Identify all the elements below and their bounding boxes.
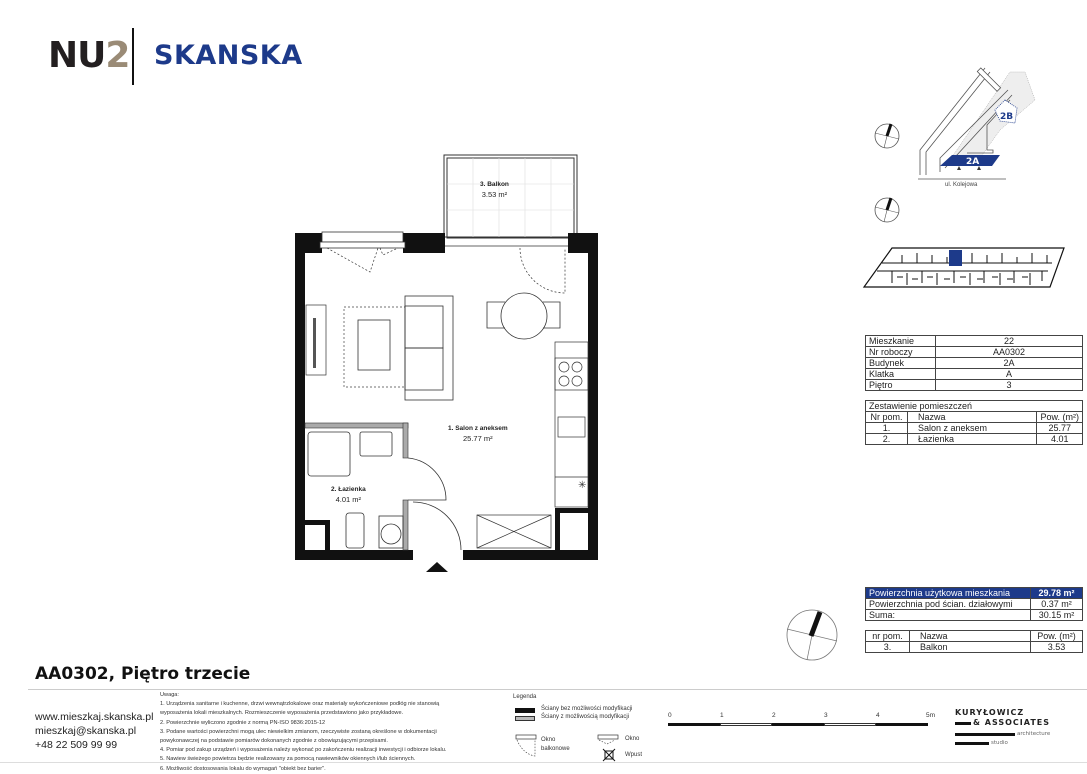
- scale-label: 0: [668, 712, 672, 719]
- architect-subtitle-2: studio: [991, 740, 1008, 746]
- table-row: [866, 642, 1083, 653]
- balcony-window-icon: [515, 734, 537, 758]
- cell: Łazienka: [908, 434, 1037, 445]
- nu2-logo: [48, 36, 129, 76]
- cell-value: 2A: [936, 358, 1083, 369]
- kitchen-counter: [477, 342, 588, 548]
- building-2b-label: 2B: [1000, 112, 1014, 122]
- cell-label: Mieszkanie: [866, 336, 936, 347]
- room-name: 2. Łazienka: [331, 486, 366, 493]
- window-icon: [597, 734, 619, 746]
- table-row: [866, 610, 1083, 621]
- table-row: [866, 588, 1083, 599]
- cell-value: 22: [936, 336, 1083, 347]
- note-line: 1. Urządzenia sanitarne i kuchenne, drzwi wewnątrzlokalowe oraz materiały wykończeniowe podłóg nie stanowią: [160, 701, 440, 708]
- area-summary-table: [865, 587, 1083, 621]
- architect-name: KURYŁOWICZ: [955, 708, 1025, 717]
- balcony: [444, 155, 577, 238]
- cell-label: Budynek: [866, 358, 936, 369]
- site-plan: [915, 62, 1055, 182]
- compass-icon: [873, 122, 901, 150]
- cell: 25.77: [1037, 423, 1083, 434]
- legend-label: Wpust: [625, 752, 643, 758]
- cell: 2.: [866, 434, 908, 445]
- note-line: 5. Nawiew świeżego powietrza będzie realizowany za pomocą nawiewników okiennych i/lub ściennych.: [160, 756, 416, 763]
- scale-label: 3: [824, 712, 828, 719]
- skanska-logo: SKANSKA: [154, 40, 303, 71]
- column-header: Nr pom.: [866, 412, 908, 423]
- cell: 3.53: [1031, 642, 1083, 653]
- room-area: 25.77 m²: [463, 434, 493, 443]
- room-name: 3. Balkon: [480, 181, 509, 188]
- table-row: [866, 423, 1083, 434]
- room-label-bathroom: [331, 486, 366, 504]
- cell-label: Powierzchnia użytkowa mieszkania: [866, 588, 1031, 599]
- phone-number[interactable]: +48 22 509 99 99: [35, 739, 118, 751]
- ventilation-icon: ✳: [578, 480, 587, 491]
- note-line: wyposażenia lokali mieszkalnych. Rozmieszczenie wyposażenia przedstawiono jako przykładowe.: [160, 710, 404, 717]
- table-row: [866, 336, 1083, 347]
- table-title: Zestawienie pomieszczeń: [866, 401, 1083, 412]
- table-row: [866, 599, 1083, 610]
- floor-plan: [280, 150, 600, 580]
- cell: Salon z aneksem: [908, 423, 1037, 434]
- notes-title: Uwaga:: [160, 692, 179, 698]
- column-header: Nazwa: [910, 631, 1031, 642]
- cell-label: Nr roboczy: [866, 347, 936, 358]
- legend-title: Legenda: [513, 694, 537, 700]
- table-row: [866, 358, 1083, 369]
- cell-value: 3: [936, 380, 1083, 391]
- cell: 3.: [866, 642, 910, 653]
- note-line: 6. Możliwość dostosowania lokalu do wymagań "obiekt bez barier".: [160, 765, 326, 772]
- column-header: Nazwa: [908, 412, 1037, 423]
- room-name: 1. Salon z aneksem: [448, 425, 508, 432]
- contact-info: [35, 710, 153, 752]
- architect-logo: [955, 708, 1085, 753]
- column-header: nr pom.: [866, 631, 910, 642]
- nu2-logo-text: NU: [48, 35, 106, 76]
- nu2-logo-suffix: 2: [105, 35, 130, 76]
- table-header-row: [866, 412, 1083, 423]
- note-line: 4. Pomiar pod zakup urządzeń i wyposażenia należy wykonać po zakończeniu realizacji inwestycji i odbiorze lokalu.: [160, 747, 447, 754]
- column-header: Pow. (m²): [1037, 412, 1083, 423]
- website-link[interactable]: www.mieszkaj.skanska.pl: [35, 711, 154, 723]
- page-title: AA0302, Piętro trzecie: [35, 664, 251, 684]
- cell-label: Suma:: [866, 610, 1031, 621]
- cell: Balkon: [910, 642, 1031, 653]
- table-row: [866, 369, 1083, 380]
- email-link[interactable]: mieszkaj@skanska.pl: [35, 725, 137, 737]
- room-area: 3.53 m²: [481, 190, 508, 199]
- legend-label: Ściany bez możliwości modyfikacji: [541, 706, 633, 712]
- scale-label: 5m: [926, 712, 936, 719]
- logo-divider: [132, 28, 134, 85]
- scale-label: 4: [876, 712, 880, 719]
- legend-label: Ściany z możliwością modyfikacji: [541, 714, 630, 720]
- divider: [28, 689, 1087, 690]
- legend-label: Okno balkonowe: [541, 737, 570, 752]
- room-area: 4.01 m²: [335, 495, 362, 504]
- cell-value: A: [936, 369, 1083, 380]
- cell: 1.: [866, 423, 908, 434]
- cell-label: Powierzchnia pod ścian. działowymi: [866, 599, 1031, 610]
- floor-key-plan: [862, 245, 1067, 290]
- balcony-table: [865, 630, 1083, 653]
- cell-value: 30.15 m²: [1031, 610, 1083, 621]
- building-2a-label: 2A: [966, 157, 980, 167]
- street-label: ul. Kolejowa: [945, 182, 978, 188]
- legend-label: Okno: [625, 736, 640, 742]
- room-label-balcony: [480, 181, 509, 199]
- cell-label: Klatka: [866, 369, 936, 380]
- table-row: [866, 347, 1083, 358]
- scale-label: 1: [720, 712, 724, 719]
- note-line: 2. Powierzchnie wyliczono zgodnie z normą PN-ISO 9836:2015-12: [160, 719, 326, 726]
- rooms-table: [865, 400, 1083, 445]
- apartment-highlight: [949, 250, 962, 266]
- cell-value: 29.78 m²: [1031, 588, 1083, 599]
- scale-label: 2: [772, 712, 776, 719]
- cell-value: 0.37 m²: [1031, 599, 1083, 610]
- architect-subtitle: architecture: [1017, 731, 1051, 737]
- legend: [513, 694, 663, 762]
- table-row: [866, 380, 1083, 391]
- cell-label: Piętro: [866, 380, 936, 391]
- compass-icon: [873, 196, 901, 224]
- scale-bar: [668, 712, 938, 742]
- fixed-wall-swatch: [515, 708, 535, 713]
- drain-icon: [603, 749, 615, 761]
- note-line: 3. Podane wartości powierzchni mogą ulec niewielkim zmianom, rzeczywiste zostaną określone w dokumentacji: [160, 728, 437, 735]
- apartment-info-table: [865, 335, 1083, 391]
- table-header-row: [866, 631, 1083, 642]
- architect-name-2: & ASSOCIATES: [973, 718, 1051, 727]
- note-line: powykonawczej na podstawie pomiarów dokonanych zgodnie z obowiązującymi przepisami.: [160, 738, 388, 745]
- notes: [160, 691, 500, 774]
- room-label-salon: [448, 425, 508, 443]
- compass-large-icon: [785, 608, 839, 662]
- cell: 4.01: [1037, 434, 1083, 445]
- modifiable-wall-swatch: [515, 716, 535, 721]
- cell-value: AA0302: [936, 347, 1083, 358]
- table-row: [866, 434, 1083, 445]
- column-header: Pow. (m²): [1031, 631, 1083, 642]
